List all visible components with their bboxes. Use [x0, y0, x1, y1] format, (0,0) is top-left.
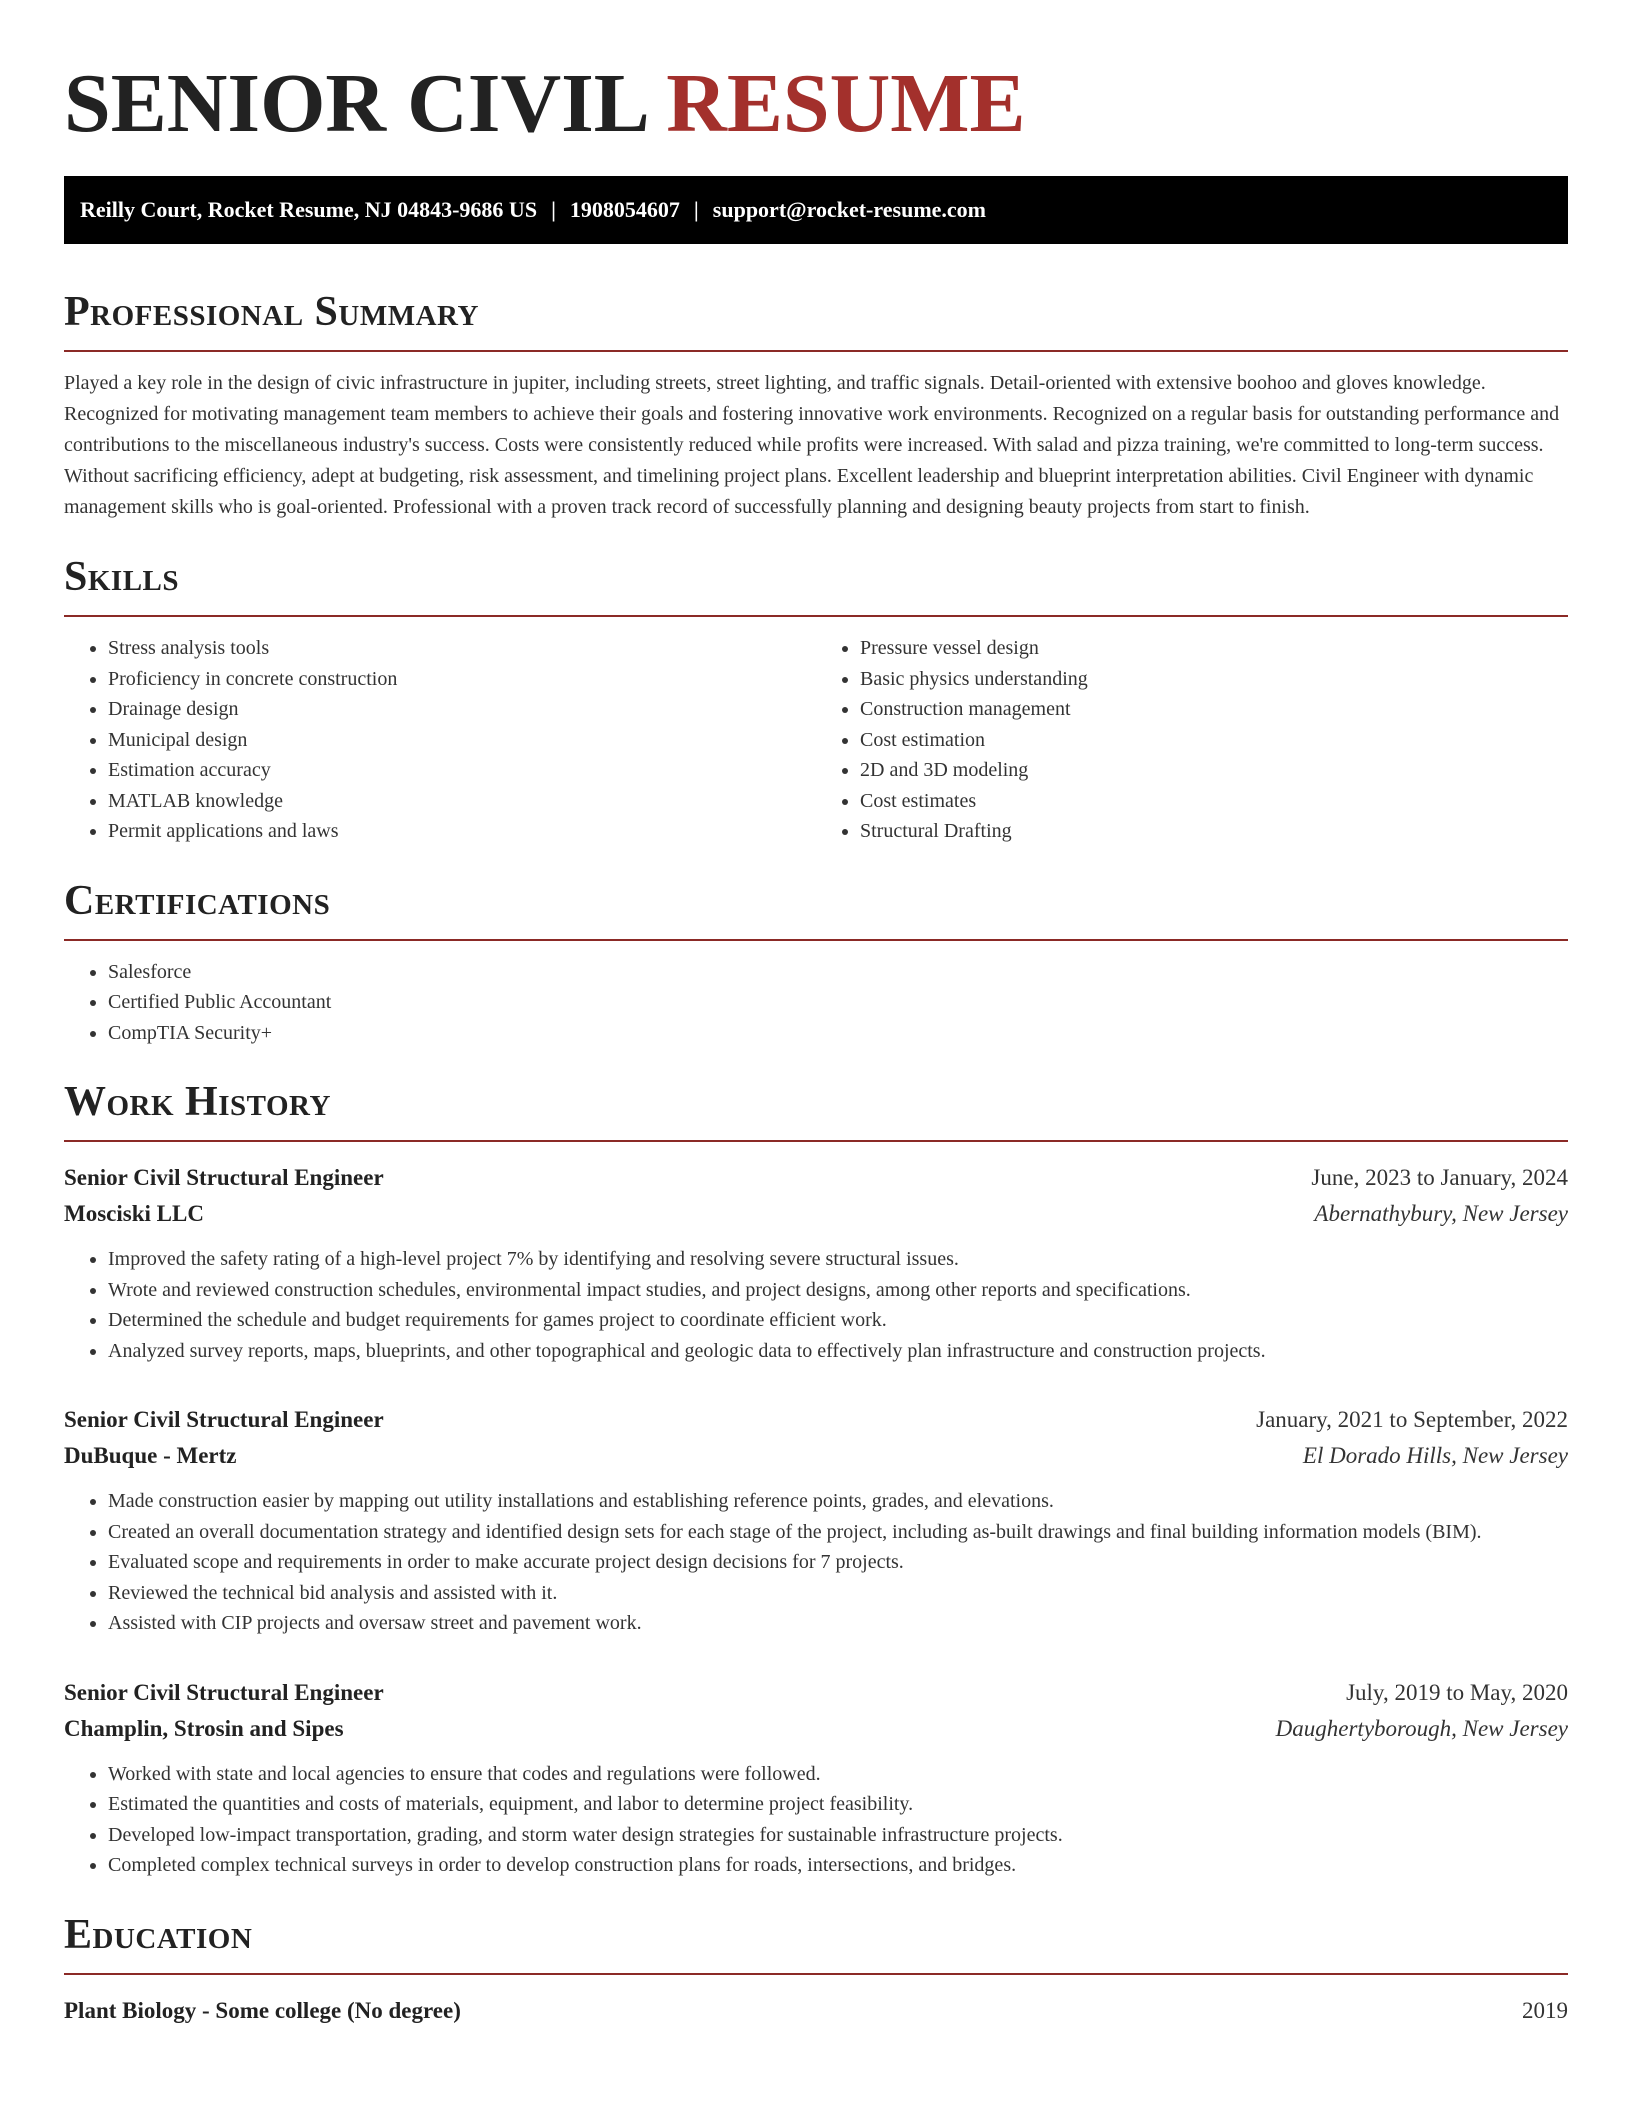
skill-item: • Pressure vessel design — [860, 633, 1568, 664]
title-main: SENIOR CIVIL — [64, 57, 646, 150]
summary-section — [64, 288, 1568, 523]
job-bullet: • Developed low-impact transportation, grading, and storm water design strategies for sustainable infrastructure projects. — [108, 1820, 1568, 1851]
skill-item: • Drainage design — [108, 694, 816, 725]
skill-item: • Estimation accuracy — [108, 755, 816, 786]
contact-email: support@rocket-resume.com — [712, 197, 986, 222]
job-title: Senior Civil Structural Engineer — [64, 1165, 384, 1190]
job-header-row — [64, 1402, 1568, 1438]
skills-list-left — [64, 633, 816, 847]
job-entry — [64, 1402, 1568, 1639]
job-title: Senior Civil Structural Engineer — [64, 1679, 384, 1705]
skill-item: • Basic physics understanding — [860, 664, 1568, 695]
job-location: Abernathybury, New Jersey — [1314, 1201, 1568, 1226]
certifications-list — [64, 957, 1568, 1049]
skill-item: • Cost estimation — [860, 725, 1568, 756]
summary-heading: Professional Summary — [64, 288, 1568, 352]
contact-separator: | — [693, 197, 699, 222]
education-entry — [64, 1993, 1568, 2029]
summary-text: Played a key role in the design of civic infrastructure in jupiter, including streets, street lighting, and traffic signals. Detail-oriented with extensive boohoo and gloves knowledge. Recognized for motivating management team members to achieve their goals and fostering innovative work environments. Recognized on a regular basis for outstanding performance and contributions to the miscellaneous industry's success. Costs were consistently reduced while profits were increased. With salad and pizza training, we're committed to long-term success. Without sacrificing efficiency, adept at budgeting, risk assessment, and timelining project plans. Excellent leadership and blueprint interpretation abilities. Civil Engineer with dynamic management skills who is goal-oriented. Professional with a proven track record of successfully planning and designing beauty projects from start to finish. — [64, 372, 1560, 518]
education-row — [64, 1993, 1568, 2029]
job-company-row — [64, 1438, 1568, 1474]
contact-phone: 1908054607 — [569, 197, 680, 222]
job-company: Champlin, Strosin and Sipes — [64, 1715, 344, 1741]
skill-item: • Proficiency in concrete construction — [108, 664, 816, 695]
contact-bar — [64, 176, 1568, 244]
skill-item: • Structural Drafting — [860, 816, 1568, 847]
skills-grid — [64, 633, 1568, 847]
job-title: Senior Civil Structural Engineer — [64, 1407, 384, 1432]
work-history-heading: Work History — [64, 1078, 1568, 1142]
job-bullet: • Assisted with CIP projects and oversaw street and pavement work. — [108, 1608, 1568, 1639]
job-bullets — [64, 1759, 1568, 1881]
resume-title — [64, 0, 1568, 176]
job-bullet: • Worked with state and local agencies to ensure that codes and regulations were followed. — [108, 1759, 1568, 1790]
skill-item: • MATLAB knowledge — [108, 786, 816, 817]
skill-item: • Construction management — [860, 694, 1568, 725]
job-entry — [64, 1675, 1568, 1881]
skills-heading: Skills — [64, 553, 1568, 617]
title-accent: RESUME — [666, 57, 1026, 150]
skill-item: • Cost estimates — [860, 786, 1568, 817]
contact-address: Reilly Court, Rocket Resume, NJ 04843-9686 US — [80, 197, 538, 222]
job-company: DuBuque - Mertz — [64, 1443, 237, 1468]
job-bullets — [64, 1486, 1568, 1639]
job-bullet: • Evaluated scope and requirements in order to make accurate project design decisions for 7 projects. — [108, 1547, 1568, 1578]
job-location: Daughertyborough, New Jersey — [1275, 1715, 1568, 1741]
job-location: El Dorado Hills, New Jersey — [1302, 1443, 1568, 1468]
job-bullet: • Reviewed the technical bid analysis and assisted with it. — [108, 1578, 1568, 1609]
job-company-row — [64, 1711, 1568, 1747]
job-dates: July, 2019 to May, 2020 — [1346, 1679, 1568, 1705]
job-entry — [64, 1160, 1568, 1366]
skill-item: • Permit applications and laws — [108, 816, 816, 847]
job-bullet: • Improved the safety rating of a high-level project 7% by identifying and resolving severe structural issues. — [108, 1244, 1568, 1275]
job-header-row — [64, 1160, 1568, 1196]
certification-item: • CompTIA Security+ — [108, 1018, 1568, 1049]
job-company: Mosciski LLC — [64, 1201, 204, 1226]
job-bullets — [64, 1244, 1568, 1366]
certifications-heading: Certifications — [64, 877, 1568, 941]
certification-item: • Certified Public Accountant — [108, 987, 1568, 1018]
job-bullet: • Completed complex technical surveys in order to develop construction plans for roads, intersections, and bridges. — [108, 1850, 1568, 1881]
job-bullet: • Created an overall documentation strategy and identified design sets for each stage of the project, including as-built drawings and final building information models (BIM). — [108, 1517, 1568, 1548]
job-bullet: • Made construction easier by mapping out utility installations and establishing reference points, grades, and elevations. — [108, 1486, 1568, 1517]
job-header-row — [64, 1675, 1568, 1711]
education-heading: Education — [64, 1911, 1568, 1975]
skills-list-right — [816, 633, 1568, 847]
skill-item: • 2D and 3D modeling — [860, 755, 1568, 786]
work-history-section — [64, 1078, 1568, 1881]
job-company-row — [64, 1196, 1568, 1232]
skills-section — [64, 553, 1568, 847]
job-bullet: • Analyzed survey reports, maps, blueprints, and other topographical and geologic data to effectively plan infrastructure and construction projects. — [108, 1336, 1568, 1367]
skill-item: • Stress analysis tools — [108, 633, 816, 664]
job-bullet: • Estimated the quantities and costs of materials, equipment, and labor to determine project feasibility. — [108, 1789, 1568, 1820]
education-year: 2019 — [1522, 1997, 1568, 2023]
contact-separator: | — [551, 197, 556, 222]
education-degree: Plant Biology - Some college (No degree) — [64, 1997, 461, 2023]
education-section — [64, 1911, 1568, 2029]
job-bullet: • Wrote and reviewed construction schedules, environmental impact studies, and project designs, among other reports and specifications. — [108, 1275, 1568, 1306]
job-dates: June, 2023 to January, 2024 — [1311, 1165, 1568, 1190]
certification-item: • Salesforce — [108, 957, 1568, 988]
certifications-section — [64, 877, 1568, 1049]
job-dates: January, 2021 to September, 2022 — [1256, 1407, 1568, 1432]
skill-item: • Municipal design — [108, 725, 816, 756]
job-bullet: • Determined the schedule and budget requirements for games project to coordinate efficient work. — [108, 1305, 1568, 1336]
